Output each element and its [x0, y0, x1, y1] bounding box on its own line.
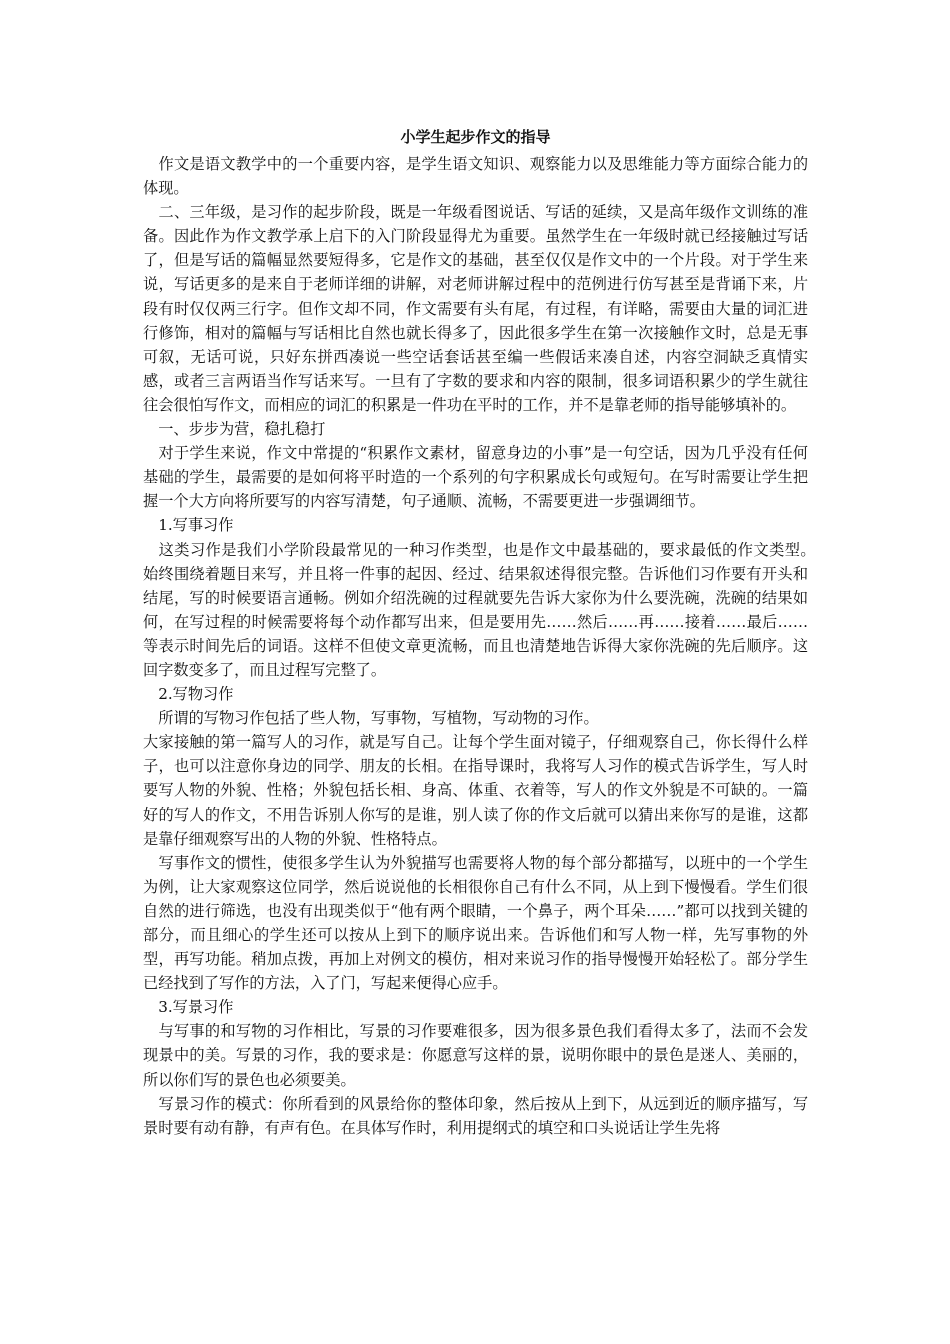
paragraph-event-writing: 这类习作是我们小学阶段最常见的一种习作类型，也是作文中最基础的，要求最低的作文类型。 始终围绕着题目来写，并且将一件事的起因、经过、结果叙述得很完整。告诉他们习作要有开头和结尾，写的时候要语言通畅。例如介绍洗碗的过程就要先告诉大家你为什么要洗碗，洗碗的结果如何，在写过程的时候需要将每个动作都写出来，但是要用先……然后……再……接着……最后……等表示时间先后的词语。这样不但使文章更流畅，而且也清楚地告诉得大家你洗碗的先后顺序。这回字数变多了，而且过程写完整了。 — [143, 540, 824, 679]
paragraph-appearance-description: 写事作文的惯性，使很多学生认为外貌描写也需要将人物的每个部分都描写，以班中的一个学生为例，让大家观察这位同学，然后说说他的长相很你自己有什么不同，从上到下慢慢看。学生们很自然的进行筛选，也没有出现类似于“他有两个眼睛，一个鼻子，两个耳朵……”都可以找到关键的部分，而且细心的学生还可以按从上到下的顺序说出来。告诉他们和写人物一样，先写事物的外型，再写功能。稍加点拨，再加上对例文的模仿，相对来说习作的指导慢慢开始轻松了。部分学生已经找到了写作的方法，入了门，写起来便得心应手。 — [143, 853, 808, 993]
subheading-scenery-writing: 3.写景习作 — [143, 998, 234, 1017]
paragraph-person-writing: 大家接触的第一篇写人的习作，就是写自己。让每个学生面对镜子，仔细观察自己，你长得什么样子，也可以注意你身边的同学、朋友的长相。在指导课时，我将写人习作的模式告诉学生，写人时要写人物的外貌、性格；外貌包括长相、身高、体重、衣着等，写人的作文外貌是不可缺的。一篇好的写人的作文，不用告诉别人你写的是谁，别人读了你的作文后就可以猜出来你写的是谁，这都是靠仔细观察写出的人物的外貌、性格特点。 — [143, 733, 808, 848]
document-title: 小学生起步作文的指导 — [400, 128, 551, 146]
subheading-object-writing: 2.写物习作 — [143, 685, 234, 704]
paragraph-scenery-model: 写景习作的模式：你所看到的风景给你的整体印象，然后按从上到下，从远到近的顺序描写，写景时要有动有静，有声有色。在具体写作时，利用提纲式的填空和口头说话让学生先将 — [143, 1094, 808, 1137]
section-heading-step-by-step: 一、步步为营，稳扎稳打 — [143, 420, 326, 439]
paragraph-basics: 对于学生来说，作文中常提的“积累作文素材，留意身边的小事”是一句空话，因为几乎没有任何基础的学生，最需要的是如何将平时造的一个系列的句字积累成长句或短句。在写时需要让学生把握一个大方向将所要写的内容写清楚，句子通顺、流畅，不需要更进一步强调细节。 — [143, 444, 808, 511]
document-body — [143, 122, 824, 1140]
paragraph-scenery-writing: 与写事的和写物的习作相比，写景的习作要难很多，因为很多景色我们看得太多了，法而不会发现景中的美。写景的习作，我的要求是：你愿意写这样的景，说明你眼中的景色是迷人、美丽的，所以你们写的景色也必须要美。 — [143, 1022, 808, 1089]
paragraph-intro: 作文是语文教学中的一个重要内容，是学生语文知识、观察能力以及思维能力等方面综合能力的体现。 — [143, 155, 808, 198]
paragraph-grade-stage: 二、三年级，是习作的起步阶段，既是一年级看图说话、写话的延续，又是高年级作文训练的准备。因此作为作文教学承上启下的入门阶段显得尤为重要。虽然学生在一年级时就已经接触过写话了，但是写话的篇幅显然要短得多，它是作文的基础，甚至仅仅是作文中的一个片段。对于学生来说，写话更多的是来自于老师详细的讲解，对老师讲解过程中的范例进行仿写甚至是背诵下来，片段有时仅仅两三行字。但作文却不同，作文需要有头有尾，有过程，有详略，需要由大量的词汇进行修饰，相对的篇幅与写话相比自然也就长得多了，因此很多学生在第一次接触作文时，总是无事可叙，无话可说，只好东拼西凑说一些空话套话甚至编一些假话来凑自述，内容空洞缺乏真情实感，或者三言两语当作写话来写。一旦有了字数的要求和内容的限制，很多词语积累少的学生就往往会很怕写作文，而相应的词汇的积累是一件功在平时的工作，并不是靠老师的指导能够填补的。 — [143, 203, 808, 414]
paragraph-object-writing-intro: 所谓的写物习作包括了些人物，写事物，写植物，写动物的习作。 — [143, 709, 599, 728]
subheading-event-writing: 1.写事习作 — [143, 516, 234, 535]
